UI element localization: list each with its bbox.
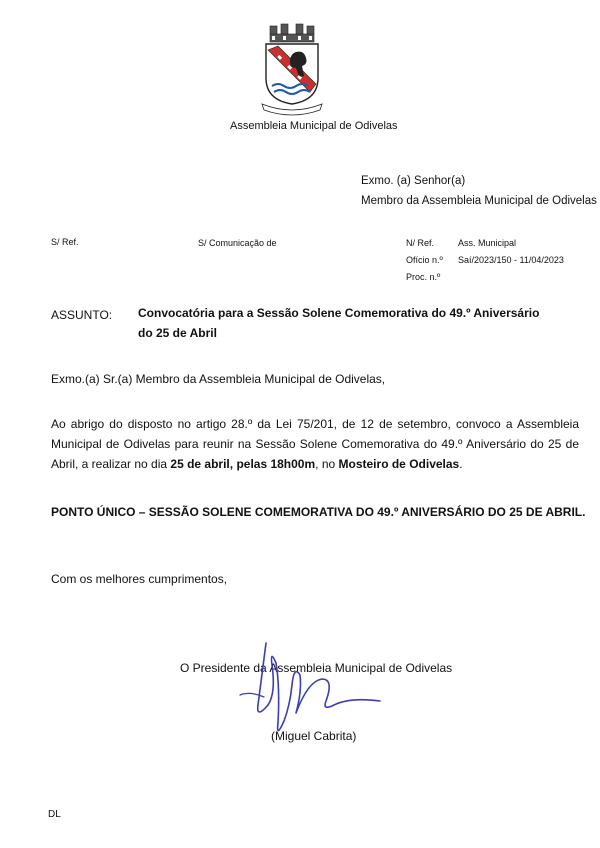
sender-reference-label: S/ Ref. (51, 237, 79, 247)
president-title: O Presidente da Assembleia Municipal de Odivelas (180, 661, 453, 675)
convocation-paragraph (51, 414, 579, 474)
oficio-number-label: Ofício n.º (406, 255, 443, 265)
organization-name: Assembleia Municipal de Odivelas (230, 120, 398, 132)
oficio-number-value: Saí/2023/150 - 11/04/2023 (458, 255, 564, 265)
agenda-single-point: PONTO ÚNICO – SESSÃO SOLENE COMEMORATIVA DO 49.º ANIVERSÁRIO DO 25 DE ABRIL. (51, 505, 586, 519)
session-time: pelas 18h00m (236, 457, 316, 471)
closing-remark: Com os melhores cumprimentos, (51, 572, 228, 586)
our-reference-value: Ass. Municipal (458, 238, 517, 248)
recipient-title: Membro da Assembleia Municipal de Odivelas (361, 195, 597, 207)
subject-label: ASSUNTO: (51, 308, 113, 322)
sender-communication-label: S/ Comunicação de (198, 238, 277, 248)
our-reference-label: N/ Ref. (406, 238, 435, 248)
subject-line-2: do 25 de Abril (138, 326, 217, 340)
greeting: Exmo.(a) Sr.(a) Membro da Assembleia Municipal de Odivelas, (51, 372, 386, 386)
author-initials: DL (48, 809, 61, 820)
paragraph-end: . (459, 457, 463, 471)
subject-line-1: Convocatória para a Sessão Solene Comemorativa do 49.º Aniversário (138, 306, 540, 320)
process-number-label: Proc. n.º (406, 272, 441, 282)
paragraph-intro: Ao abrigo do disposto no artigo 28.º da Lei 75/201, de 12 de setembro, convoco a Assembleia Municipal de Odivelas para reunir na Sessão Solene Comemorativa do 49.º Aniversário do 25 de Abril, a realizar no dia (51, 417, 579, 471)
president-name: (Miguel Cabrita) (271, 729, 357, 743)
coat-of-arms-logo (256, 20, 328, 116)
session-place: Mosteiro de Odivelas (338, 457, 460, 471)
recipient-salutation: Exmo. (a) Senhor(a) (361, 175, 466, 187)
date-time-separator: , (229, 457, 237, 471)
time-place-separator: , no (315, 457, 339, 471)
session-date: 25 de abril (170, 457, 230, 471)
